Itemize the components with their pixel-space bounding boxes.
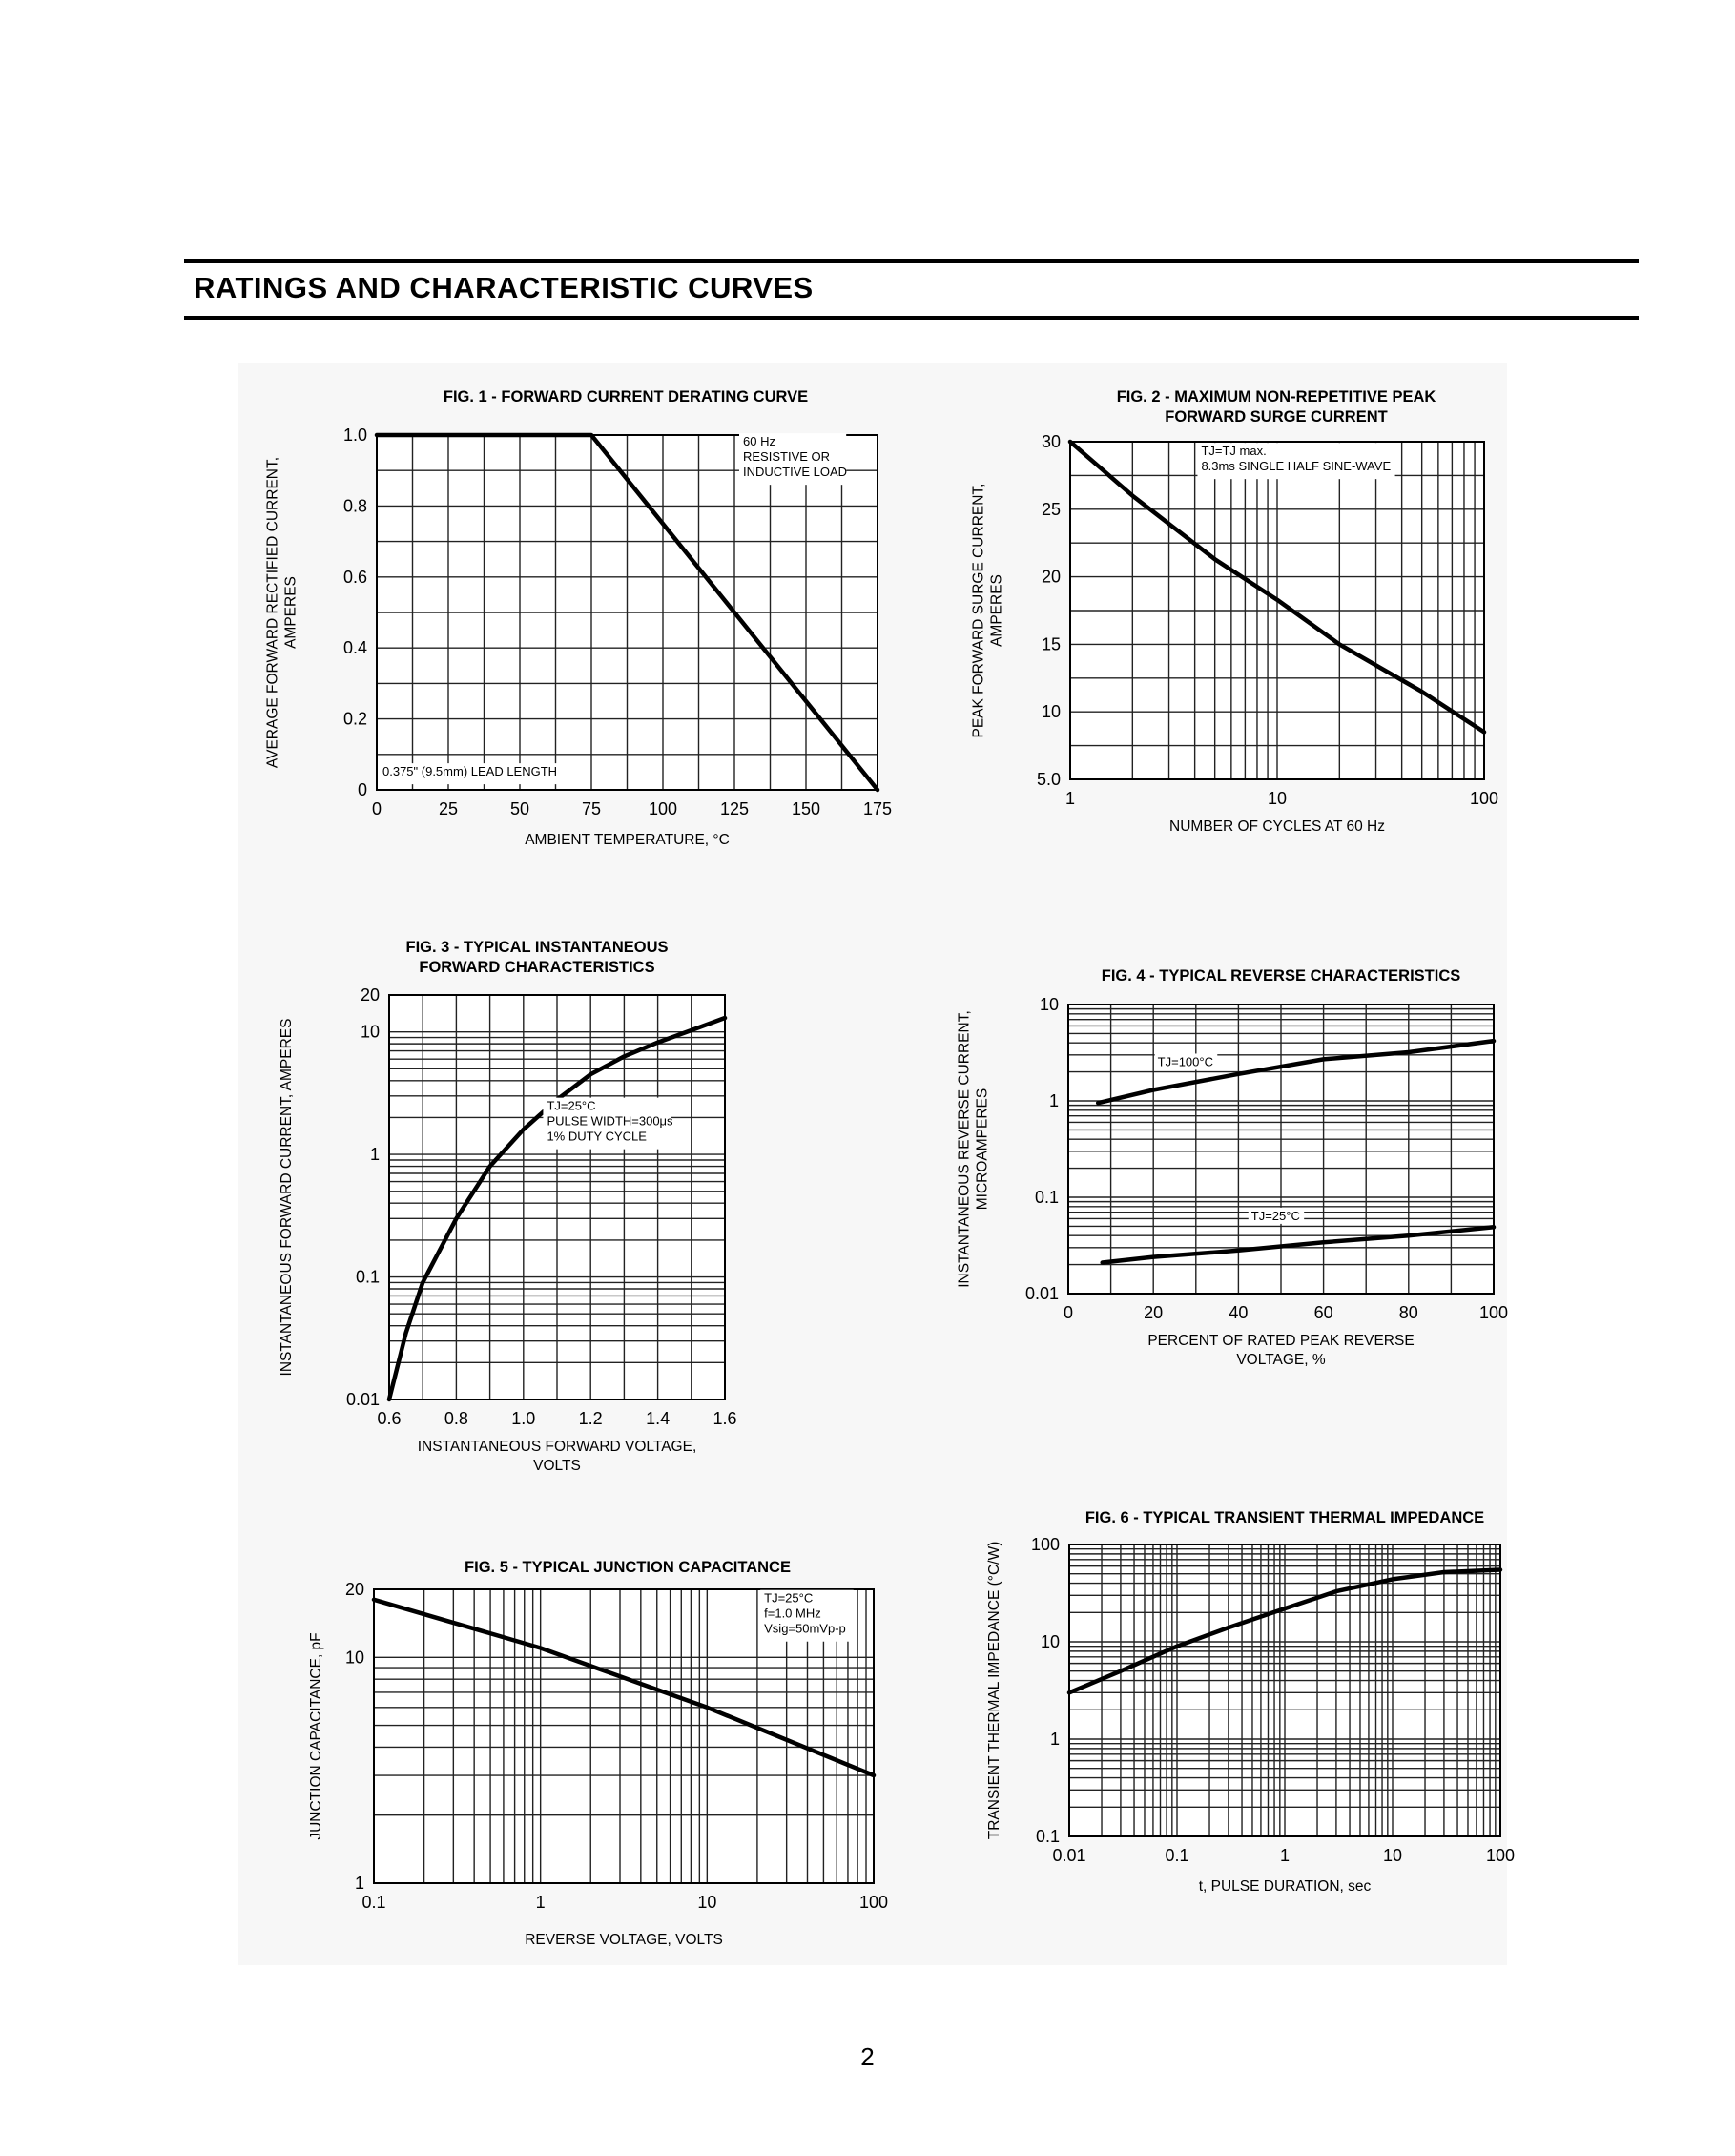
fig2-y-tick-label: 5.0 bbox=[1036, 770, 1061, 789]
fig4-x-tick-label: 0 bbox=[1063, 1303, 1074, 1322]
fig1-y-tick-label: 0 bbox=[357, 780, 367, 799]
fig3-y-tick-label: 10 bbox=[360, 1022, 380, 1042]
fig5-y-tick-label: 10 bbox=[344, 1648, 364, 1668]
fig1-y-tick-label: 0.6 bbox=[342, 567, 367, 587]
page-heading: RATINGS AND CHARACTERISTIC CURVES bbox=[194, 271, 814, 304]
fig1-x-tick-label: 25 bbox=[438, 799, 459, 819]
fig6-x-tick-label: 100 bbox=[1485, 1846, 1516, 1865]
fig3-annotation-text: PULSE WIDTH=300μs bbox=[547, 1113, 673, 1129]
fig5-y-tick-label: 20 bbox=[344, 1580, 364, 1599]
fig5-annotation-text: f=1.0 MHz bbox=[764, 1606, 821, 1621]
fig6-chart bbox=[986, 1509, 1515, 1895]
fig1-x-tick-label: 50 bbox=[509, 799, 530, 819]
fig3-x-tick-label: 1.6 bbox=[713, 1409, 737, 1428]
fig6-y-tick-label: 1 bbox=[1049, 1730, 1060, 1749]
fig5-x-tick-label: 100 bbox=[858, 1893, 889, 1912]
fig4-y-tick-label: 10 bbox=[1039, 995, 1059, 1014]
fig2-x-tick-label: 100 bbox=[1469, 789, 1499, 808]
fig5-chart bbox=[308, 1559, 888, 1948]
fig3-x-axis-label: INSTANTANEOUS FORWARD VOLTAGE, bbox=[417, 1439, 697, 1455]
fig6-y-tick-label: 100 bbox=[1030, 1535, 1060, 1554]
fig1-y-axis-label: AVERAGE FORWARD RECTIFIED CURRENT, bbox=[264, 456, 281, 769]
fig3-y-tick-label: 0.1 bbox=[355, 1267, 380, 1287]
fig4-chart bbox=[957, 967, 1509, 1368]
fig4-x-tick-label: 40 bbox=[1229, 1303, 1249, 1322]
fig3-annotation-text: 1% DUTY CYCLE bbox=[547, 1129, 647, 1144]
fig2-y-axis-label: AMPERES bbox=[988, 574, 1005, 647]
fig1-y-tick-label: 1.0 bbox=[342, 425, 367, 445]
fig3-title: FIG. 3 - TYPICAL INSTANTANEOUS bbox=[405, 939, 669, 956]
fig2-title: FIG. 2 - MAXIMUM NON-REPETITIVE PEAK bbox=[1116, 388, 1436, 405]
fig2-y-axis-label: PEAK FORWARD SURGE CURRENT, bbox=[970, 483, 987, 738]
fig3-x-tick-label: 0.8 bbox=[444, 1409, 468, 1428]
fig4-y-axis-label: MICROAMPERES bbox=[974, 1088, 991, 1211]
fig4-x-axis-label: VOLTAGE, % bbox=[1236, 1352, 1326, 1368]
fig4-y-tick-label: 0.01 bbox=[1024, 1284, 1059, 1303]
fig5-annotation-text: Vsig=50mVp-p bbox=[764, 1621, 846, 1636]
fig4-x-tick-label: 20 bbox=[1144, 1303, 1164, 1322]
fig2-annotation-text: 8.3ms SINGLE HALF SINE-WAVE bbox=[1201, 459, 1392, 474]
fig1-annotation-text: INDUCTIVE LOAD bbox=[743, 465, 848, 480]
fig1-annotation-text: RESISTIVE OR bbox=[743, 449, 831, 465]
fig4-series-label: TJ=25°C bbox=[1250, 1208, 1300, 1223]
fig5-x-tick-label: 1 bbox=[535, 1893, 546, 1912]
fig6-x-tick-label: 0.01 bbox=[1052, 1846, 1086, 1865]
fig3-x-axis-label: VOLTS bbox=[533, 1458, 581, 1474]
fig1-x-tick-label: 125 bbox=[719, 799, 750, 819]
fig5-x-tick-label: 0.1 bbox=[361, 1893, 386, 1912]
fig3-annotation-text: TJ=25°C bbox=[547, 1098, 596, 1113]
fig1-x-axis-label: AMBIENT TEMPERATURE, °C bbox=[525, 832, 730, 848]
fig2-y-tick-label: 20 bbox=[1041, 567, 1061, 587]
fig1-y-tick-label: 0.4 bbox=[342, 638, 367, 658]
fig4-title: FIG. 4 - TYPICAL REVERSE CHARACTERISTICS bbox=[1101, 967, 1461, 985]
fig1-chart bbox=[265, 388, 893, 848]
fig2-annotation-text: TJ=TJ max. bbox=[1201, 444, 1267, 459]
fig4-x-tick-label: 100 bbox=[1478, 1303, 1509, 1322]
fig4-x-tick-label: 60 bbox=[1313, 1303, 1333, 1322]
fig3-x-tick-label: 1.2 bbox=[578, 1409, 603, 1428]
fig3-title: FORWARD CHARACTERISTICS bbox=[419, 959, 655, 976]
fig2-y-tick-label: 30 bbox=[1041, 432, 1061, 451]
fig6-x-tick-label: 1 bbox=[1279, 1846, 1291, 1865]
fig3-y-tick-label: 20 bbox=[360, 985, 380, 1005]
fig6-y-axis-label: TRANSIENT THERMAL IMPEDANCE (°C/W) bbox=[986, 1541, 1002, 1840]
fig1-x-tick-label: 75 bbox=[581, 799, 602, 819]
fig5-y-axis-label: JUNCTION CAPACITANCE, pF bbox=[308, 1632, 324, 1840]
fig2-y-tick-label: 15 bbox=[1041, 634, 1061, 654]
fig5-x-tick-label: 10 bbox=[697, 1893, 717, 1912]
fig4-series-label: TJ=100°C bbox=[1157, 1054, 1213, 1069]
fig1-x-tick-label: 100 bbox=[648, 799, 678, 819]
fig1-x-tick-label: 0 bbox=[371, 799, 382, 819]
fig1-y-tick-label: 0.8 bbox=[342, 496, 367, 516]
fig2-x-tick-label: 1 bbox=[1064, 789, 1076, 808]
fig4-y-tick-label: 1 bbox=[1048, 1091, 1059, 1110]
fig1-annotation-text: 0.375" (9.5mm) LEAD LENGTH bbox=[382, 764, 558, 779]
fig1-x-tick-label: 150 bbox=[791, 799, 821, 819]
fig4-x-tick-label: 80 bbox=[1398, 1303, 1418, 1322]
fig6-x-tick-label: 10 bbox=[1382, 1846, 1403, 1865]
fig2-y-tick-label: 25 bbox=[1041, 499, 1061, 519]
fig2-y-tick-label: 10 bbox=[1041, 702, 1061, 722]
fig1-title: FIG. 1 - FORWARD CURRENT DERATING CURVE bbox=[443, 388, 809, 405]
fig4-y-axis-label: INSTANTANEOUS REVERSE CURRENT, bbox=[956, 1010, 973, 1288]
fig6-title: FIG. 6 - TYPICAL TRANSIENT THERMAL IMPEDANCE bbox=[1084, 1509, 1485, 1526]
fig3-y-tick-label: 0.01 bbox=[345, 1390, 380, 1409]
fig1-y-axis-label: AMPERES bbox=[282, 576, 299, 649]
fig2-chart bbox=[971, 388, 1499, 835]
fig6-x-tick-label: 0.1 bbox=[1165, 1846, 1189, 1865]
fig3-chart bbox=[279, 939, 737, 1474]
fig5-title: FIG. 5 - TYPICAL JUNCTION CAPACITANCE bbox=[465, 1559, 791, 1576]
fig1-x-tick-label: 175 bbox=[862, 799, 893, 819]
fig4-y-tick-label: 0.1 bbox=[1034, 1188, 1059, 1207]
fig2-x-tick-label: 10 bbox=[1267, 789, 1288, 808]
fig4-x-axis-label: PERCENT OF RATED PEAK REVERSE bbox=[1147, 1333, 1415, 1349]
fig3-x-tick-label: 1.0 bbox=[511, 1409, 536, 1428]
fig3-y-tick-label: 1 bbox=[369, 1145, 380, 1165]
fig6-y-tick-label: 10 bbox=[1040, 1632, 1060, 1651]
page-number: 2 bbox=[860, 2042, 875, 2071]
fig5-annotation-text: TJ=25°C bbox=[764, 1590, 814, 1606]
fig3-x-tick-label: 0.6 bbox=[377, 1409, 402, 1428]
fig6-y-tick-label: 0.1 bbox=[1035, 1827, 1060, 1846]
fig1-y-tick-label: 0.2 bbox=[342, 709, 367, 729]
fig2-title: FORWARD SURGE CURRENT bbox=[1165, 408, 1388, 425]
fig3-y-axis-label: INSTANTANEOUS FORWARD CURRENT, AMPERES bbox=[279, 1018, 295, 1377]
fig5-y-tick-label: 1 bbox=[354, 1874, 364, 1893]
fig1-annotation-text: 60 Hz bbox=[743, 434, 775, 449]
fig2-x-axis-label: NUMBER OF CYCLES AT 60 Hz bbox=[1169, 819, 1385, 835]
fig5-x-axis-label: REVERSE VOLTAGE, VOLTS bbox=[525, 1932, 723, 1948]
fig3-x-tick-label: 1.4 bbox=[646, 1409, 671, 1428]
fig6-x-axis-label: t, PULSE DURATION, sec bbox=[1198, 1878, 1372, 1895]
